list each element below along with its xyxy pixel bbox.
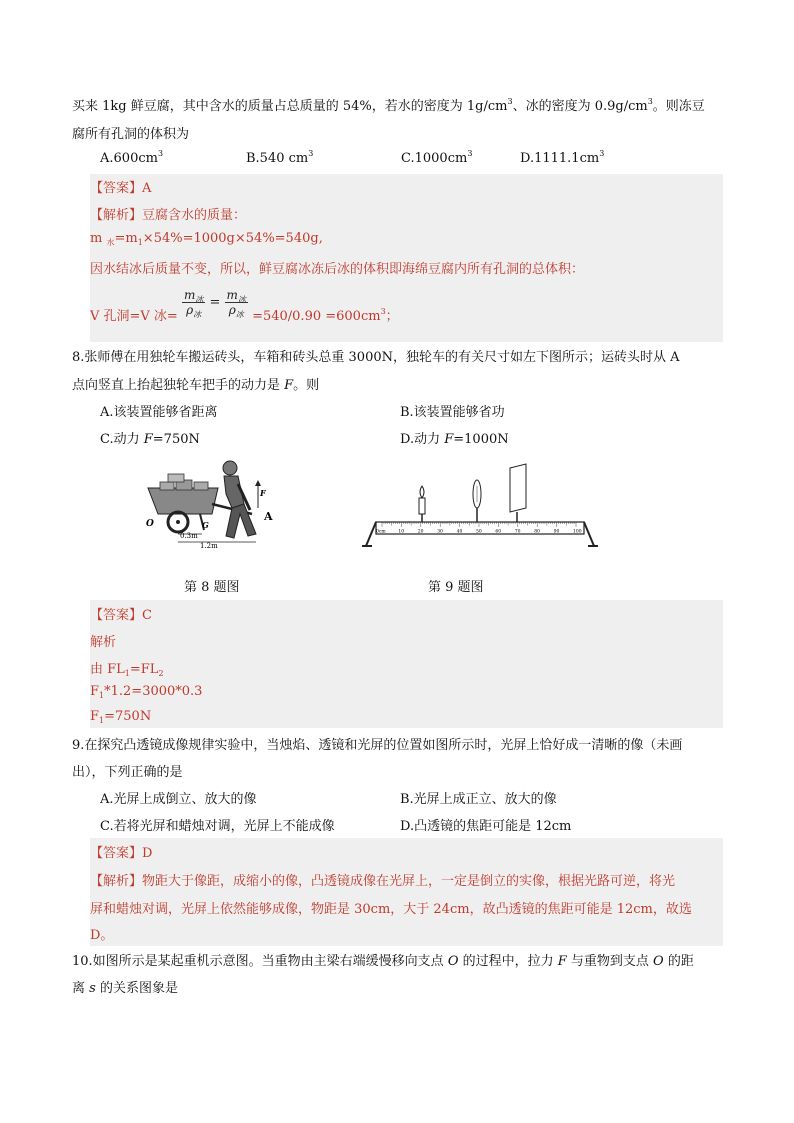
ruler-tick-label: 30 [437, 529, 443, 535]
q9-analysis-line2: 屏和蜡烛对调，光屏上依然能够成像，物距是 30cm，大于 24cm，故凸透镜的焦距可能是 12cm，故选 [90, 902, 692, 917]
label-O: O [146, 519, 154, 529]
q7-calc-water-mass: m $_水=m_1\times 54\%=1000g\times 54\%=540g$, [90, 231, 323, 247]
q9-stem-line2: 出），下列正确的是 [72, 765, 183, 780]
figure-8-wheelbarrow [140, 458, 280, 550]
q8-step-2: $F_1*1.2=3000*0.3$ [90, 684, 203, 700]
q8-step-1: 由 $FL_1=FL_2$ [90, 662, 164, 678]
q7-answer: 【答案】A [90, 181, 152, 196]
q8-option-d: D.动力 F=1000N [400, 432, 509, 447]
q9-analysis-line1: 【解析】物距大于像距，成缩小的像，凸透镜成像在光屏上，一定是倒立的实像，根据光路可逆，将光 [90, 874, 676, 889]
q10-stem-line1: 10.如图所示是某起重机示意图。当重物由主梁右端缓慢移向支点 O 的过程中，拉力 F 与重物到支点 O 的距 [72, 954, 694, 969]
q8-answer: 【答案】C [90, 608, 152, 623]
figure-9-caption: 第 9 题图 [428, 580, 484, 595]
q8-analysis-head: 解析 [90, 635, 117, 650]
q9-answer: 【答案】D [90, 846, 153, 861]
q8-answer-box [90, 600, 723, 728]
q8-step-3: $F_1=750N$ [90, 709, 152, 725]
ruler-tick-label: 70 [514, 529, 521, 535]
worker-figure [223, 461, 256, 538]
q7-option-a: $A.600cm^3$ [100, 149, 164, 166]
q9-analysis-line3: D。 [90, 928, 114, 943]
q8-stem-line1: 8.张师傅在用独轮车搬运砖头，车箱和砖头总重 3000N，独轮车的有关尺寸如左下图所示；运砖头时从 A [72, 350, 680, 365]
label-distance-1.2m: 1.2m [200, 542, 218, 550]
wheelbarrow-box [148, 474, 218, 514]
label-A: A [264, 510, 273, 523]
ruler-tick-label: 10 [398, 529, 405, 535]
q7-stem-line2: 腐所有孔洞的体积为 [72, 127, 190, 142]
ruler-tick-label: 60 [495, 529, 502, 535]
q9-stem-line1: 9.在探究凸透镜成像规律实验中，当烛焰、透镜和光屏的位置如图所示时，光屏上恰好成一清晰的像（未画 [72, 738, 683, 753]
q9-option-b: B.光屏上成正立、放大的像 [400, 792, 557, 807]
q7-stem-line1: 买来 1kg 鲜豆腐，其中含水的质量占总质量的 54%，若水的密度为 $1g/cm^3$、冰的密度为 $0.9g/cm^3$。则冻豆 [72, 97, 705, 114]
q9-answer-box [90, 838, 723, 946]
q9-option-c: C.若将光屏和蜡烛对调，光屏上不能成像 [100, 819, 335, 834]
light-screen [510, 464, 526, 522]
candle [419, 486, 425, 522]
ruler-tick-label: 0cm [376, 529, 386, 535]
ruler-tick-label: 40 [456, 529, 463, 535]
figure-8-caption: 第 8 题图 [184, 580, 240, 595]
label-F: F [260, 488, 266, 498]
q7-analysis-head: 【解析】豆腐含水的质量： [90, 208, 247, 223]
q8-option-c: C.动力 F=750N [100, 432, 200, 447]
q9-option-d: D.凸透镜的焦距可能是 12cm [400, 819, 572, 834]
ruler-tick-label: 100 [573, 529, 582, 535]
q7-option-d: $D.1111.1cm^3$ [520, 149, 605, 166]
ruler-tick-label: 90 [553, 529, 560, 535]
q7-calc-volume-note: 因水结冰后质量不变，所以，鲜豆腐冰冻后冰的体积即海绵豆腐内所有孔洞的总体积： [90, 262, 585, 277]
ruler-tick-label: 20 [417, 529, 424, 535]
q9-option-a: A.光屏上成倒立、放大的像 [100, 792, 257, 807]
q8-option-a: A.该装置能够省距离 [100, 405, 218, 420]
q10-stem-line2: 离 s 的关系图象是 [72, 981, 178, 996]
q8-stem-line2: 点向竖直上抬起独轮车把手的动力是 F。则 [72, 378, 320, 393]
figure-9-optical-bench [360, 458, 600, 554]
label-distance-0.3m: 0.3m [180, 532, 198, 540]
q8-option-b: B.该装置能够省功 [400, 405, 505, 420]
label-G: G [202, 520, 209, 530]
convex-lens [473, 480, 481, 522]
fraction-m-over-rho-2: $\frac{m_冰}{\rho_冰}$ [226, 288, 246, 319]
q7-option-c: $C.1000cm^3$ [401, 149, 473, 166]
ruler-tick-label: 80 [534, 529, 540, 535]
fraction-m-over-rho: $\frac{m_冰}{\rho_冰}$ [183, 288, 204, 319]
ruler-tick-label: 50 [476, 529, 482, 535]
q7-calc-volume: V 孔洞=V 冰= $\frac{m_冰}{\rho_冰}$ = $\frac{m_冰}{\rho_冰}$ $=540/0.90 =600cm^3$； [90, 288, 399, 324]
q7-option-b: B.540 $cm^3$ [246, 149, 314, 166]
